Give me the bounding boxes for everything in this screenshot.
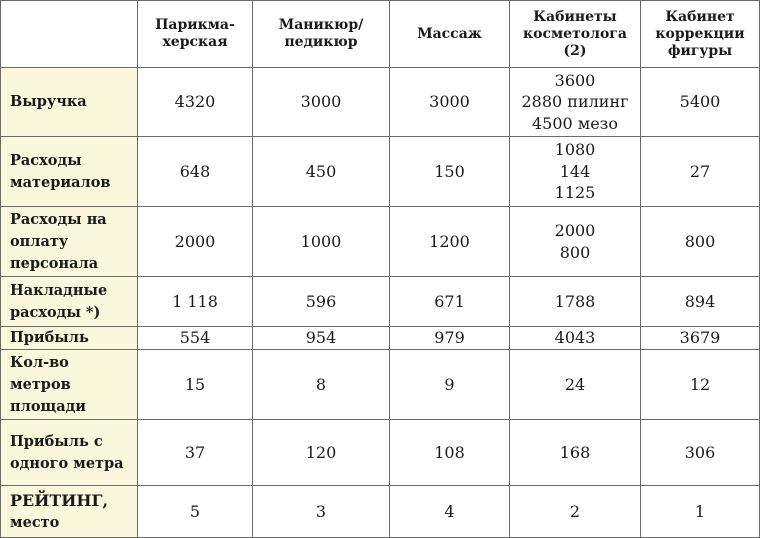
cell-value: 2000 — [554, 221, 596, 240]
table-cell — [510, 350, 641, 420]
cell-value: 4043 — [554, 328, 596, 347]
cell-value: 1125 — [554, 183, 596, 203]
cell-value: 120 — [305, 442, 337, 462]
cell-value: 5 — [189, 501, 201, 521]
table-row-rating — [1, 486, 760, 538]
column-header-line: Массаж — [417, 25, 482, 42]
cell-value: 3679 — [679, 328, 721, 347]
table-cell — [138, 277, 253, 327]
cell-value: 1200 — [429, 231, 470, 251]
cell-value: 5400 — [679, 92, 721, 111]
row-label — [1, 207, 138, 277]
table-cell — [510, 137, 641, 207]
column-header-body-correction — [641, 1, 760, 68]
table-cell — [641, 420, 760, 486]
cell-value: 15 — [184, 374, 206, 394]
cell-value: 800 — [684, 231, 716, 251]
column-header-line: Кабинеты — [533, 8, 617, 25]
row-label-line: расходы *) — [10, 303, 101, 321]
cell-value: 12 — [689, 374, 711, 394]
table-cell — [390, 68, 510, 137]
row-label-line: Расходы на — [10, 210, 107, 228]
table-cell — [641, 68, 760, 137]
cell-value: 2 — [569, 501, 581, 521]
table-row-revenue — [1, 68, 760, 137]
row-label-line: оплату — [10, 232, 69, 250]
table-cell — [390, 486, 510, 538]
cell-value: 671 — [434, 291, 465, 311]
table-cell — [390, 327, 510, 350]
table-cell — [390, 420, 510, 486]
cell-value: 554 — [179, 328, 211, 347]
table-cell — [510, 486, 641, 538]
row-label — [1, 350, 138, 420]
row-label-line: Прибыль — [10, 329, 89, 346]
table-cell — [510, 207, 641, 277]
cell-value: 4320 — [174, 92, 216, 111]
table-row-profit-per-meter — [1, 420, 760, 486]
cell-value: 3000 — [300, 92, 342, 111]
corner-cell — [1, 1, 138, 68]
table-cell — [138, 207, 253, 277]
cell-value: 1 118 — [172, 291, 218, 311]
row-label — [1, 327, 138, 350]
table-cell — [253, 137, 390, 207]
row-label-line: место — [10, 513, 60, 531]
table-cell — [253, 350, 390, 420]
column-header-line: косметолога — [523, 25, 627, 42]
column-header-manicure — [253, 1, 390, 68]
table-row-area — [1, 350, 760, 420]
table-cell — [253, 486, 390, 538]
table-cell — [253, 277, 390, 327]
table-cell — [138, 486, 253, 538]
column-header-line: херская — [162, 34, 228, 50]
table-cell — [253, 207, 390, 277]
cell-value: 894 — [684, 291, 716, 311]
cell-value: 144 — [559, 161, 591, 181]
table-row-material-costs — [1, 137, 760, 207]
row-label-line: метров — [10, 375, 71, 393]
table-row-profit — [1, 327, 760, 350]
cell-value: 4 — [444, 501, 455, 521]
cell-value: 1 — [694, 501, 706, 521]
cell-value: 8 — [315, 374, 327, 394]
table-cell — [253, 420, 390, 486]
column-header-massage — [390, 1, 510, 68]
table-cell — [138, 420, 253, 486]
table-cell — [510, 420, 641, 486]
cell-value: 4500 мезо — [531, 113, 619, 133]
column-header-hairdresser — [138, 1, 253, 68]
row-label-line: одного метра — [10, 454, 124, 472]
cell-value: 3600 — [554, 70, 596, 90]
table-cell — [641, 350, 760, 420]
cell-value: 1788 — [554, 291, 596, 311]
cell-value: 979 — [434, 328, 465, 347]
cell-value: 9 — [444, 374, 455, 394]
row-label — [1, 486, 138, 538]
cell-value: 306 — [684, 442, 716, 462]
row-label-line: материалов — [10, 173, 111, 191]
table-cell — [253, 68, 390, 137]
column-header-cosmetology — [510, 1, 641, 68]
cell-value: 150 — [434, 161, 465, 181]
column-header-line: Кабинет — [665, 8, 735, 25]
cell-value: 3000 — [429, 92, 470, 111]
table-cell — [138, 137, 253, 207]
cell-value: 37 — [184, 442, 206, 462]
table-cell — [510, 68, 641, 137]
table-cell — [253, 327, 390, 350]
row-label — [1, 420, 138, 486]
cell-value: 3 — [315, 501, 327, 521]
cell-value: 800 — [559, 242, 591, 262]
table-cell — [641, 486, 760, 538]
table-cell — [641, 327, 760, 350]
column-header-line: коррекции — [655, 25, 745, 42]
cell-value: 648 — [179, 161, 211, 181]
column-header-line: (2) — [563, 42, 587, 59]
column-header-line: фигуры — [667, 42, 733, 59]
row-label-line: Кол-во — [10, 353, 69, 371]
row-label-line: площади — [10, 397, 87, 415]
cell-value: 108 — [434, 442, 465, 462]
table-cell — [138, 327, 253, 350]
table-cell — [390, 350, 510, 420]
table-cell — [510, 277, 641, 327]
table-cell — [138, 350, 253, 420]
row-label-line: персонала — [10, 254, 99, 272]
cell-value: 24 — [564, 374, 586, 394]
row-label — [1, 68, 138, 137]
column-header-line: Парикма- — [155, 17, 235, 33]
cell-value: 954 — [305, 328, 337, 347]
table-cell — [641, 277, 760, 327]
table-cell — [641, 137, 760, 207]
cell-value: 596 — [305, 291, 337, 311]
cell-value: 2880 пилинг — [521, 92, 629, 112]
cell-value: 2000 — [174, 231, 216, 251]
table-cell — [390, 207, 510, 277]
table-row-overhead — [1, 277, 760, 327]
table-cell — [641, 207, 760, 277]
cell-value: 27 — [689, 161, 711, 181]
header-row — [1, 1, 760, 68]
row-label — [1, 277, 138, 327]
table-row-staff-costs — [1, 207, 760, 277]
row-label-line: Накладные — [10, 281, 108, 299]
cell-value: 1080 — [554, 140, 596, 160]
cell-value: 168 — [559, 442, 591, 462]
column-header-line: Маникюр/ — [278, 17, 364, 33]
table-cell — [138, 68, 253, 137]
column-header-line: педикюр — [284, 34, 358, 50]
row-label-line: Расходы — [10, 151, 82, 169]
row-label-line: РЕЙТИНГ, — [10, 490, 109, 510]
row-label — [1, 137, 138, 207]
cell-value: 1000 — [300, 231, 342, 251]
row-label-line: Прибыль с — [10, 432, 103, 450]
table-cell — [390, 277, 510, 327]
cell-value: 450 — [305, 161, 337, 181]
row-label-line: Выручка — [10, 93, 87, 110]
table-cell — [390, 137, 510, 207]
table-cell — [510, 327, 641, 350]
